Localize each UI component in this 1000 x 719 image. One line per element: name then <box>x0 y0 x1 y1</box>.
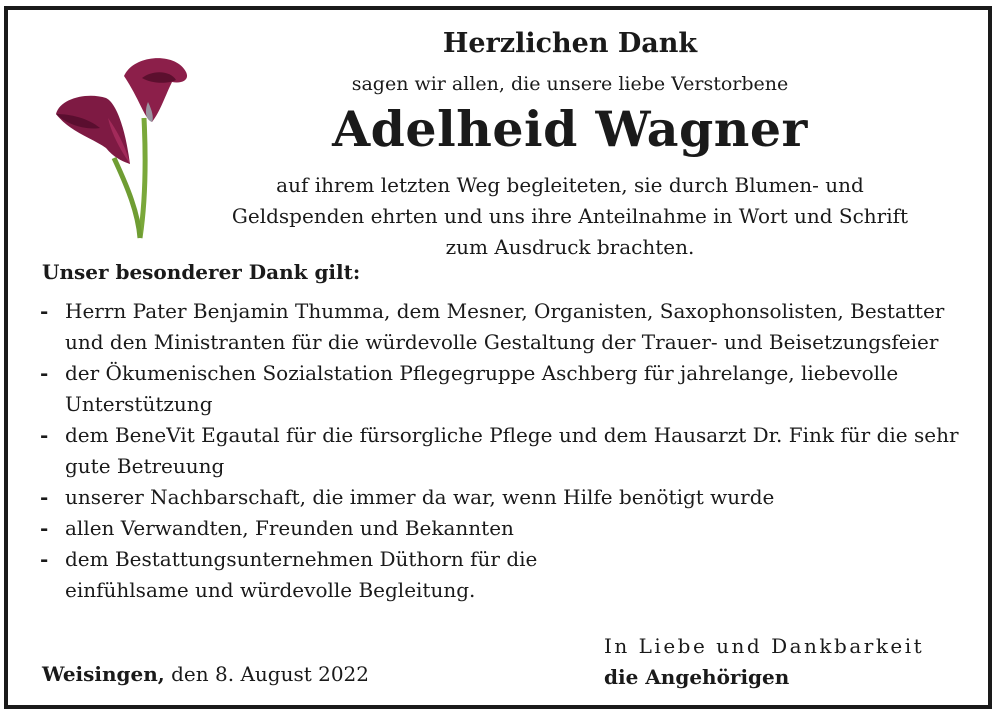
intro-text: sagen wir allen, die unsere liebe Verstorbene <box>351 73 789 95</box>
thanks-title: Herzlichen Dank <box>442 28 698 59</box>
special-thanks-heading: Unser besonderer Dank gilt: <box>42 260 361 284</box>
thanks-body-line: auf ihrem letzten Weg begleiteten, sie durch Blumen- und <box>276 173 864 197</box>
list-dash: - <box>40 547 49 571</box>
list-item <box>40 544 605 606</box>
signature: die Angehörigen <box>604 665 790 689</box>
place: Weisingen, <box>42 662 165 686</box>
calla-lily-icon <box>48 48 198 243</box>
list-dash: - <box>40 516 49 540</box>
list-item <box>40 358 960 420</box>
list-item-text: dem Bestattungsunternehmen Düthorn für die einfühlsame und würdevolle Begleitung. <box>65 547 538 602</box>
place-date <box>42 662 369 686</box>
thanks-list <box>40 296 960 606</box>
list-item <box>40 296 960 358</box>
thanks-body <box>200 170 940 263</box>
list-item-text: allen Verwandten, Freunden und Bekannten <box>65 516 514 540</box>
list-item-text: der Ökumenischen Sozialstation Pflegegruppe Aschberg für jahrelange, liebevolle Unterstützung <box>65 361 899 416</box>
list-dash: - <box>40 485 49 509</box>
closing-block <box>604 631 924 693</box>
deceased-name: Adelheid Wagner <box>332 100 808 158</box>
closing-line: In Liebe und Dankbarkeit <box>604 634 925 658</box>
list-dash: - <box>40 299 49 323</box>
list-item-text: Herrn Pater Benjamin Thumma, dem Mesner, Organisten, Saxophonsolisten, Bestatter und den Ministranten für die würdevolle Gestaltung der Trauer- und Beisetzungsfeier <box>65 299 945 354</box>
list-item-text: dem BeneVit Egautal für die fürsorgliche Pflege und dem Hausarzt Dr. Fink für die sehr gute Betreuung <box>65 423 959 478</box>
list-item <box>40 513 960 544</box>
list-item <box>40 482 960 513</box>
thanks-body-line: zum Ausdruck brachten. <box>445 235 695 259</box>
list-dash: - <box>40 423 49 447</box>
list-item <box>40 420 960 482</box>
list-dash: - <box>40 361 49 385</box>
date: den 8. August 2022 <box>171 662 370 686</box>
list-item-text: unserer Nachbarschaft, die immer da war, wenn Hilfe benötigt wurde <box>65 485 775 509</box>
thanks-body-line: Geldspenden ehrten und uns ihre Anteilnahme in Wort und Schrift <box>231 204 909 228</box>
